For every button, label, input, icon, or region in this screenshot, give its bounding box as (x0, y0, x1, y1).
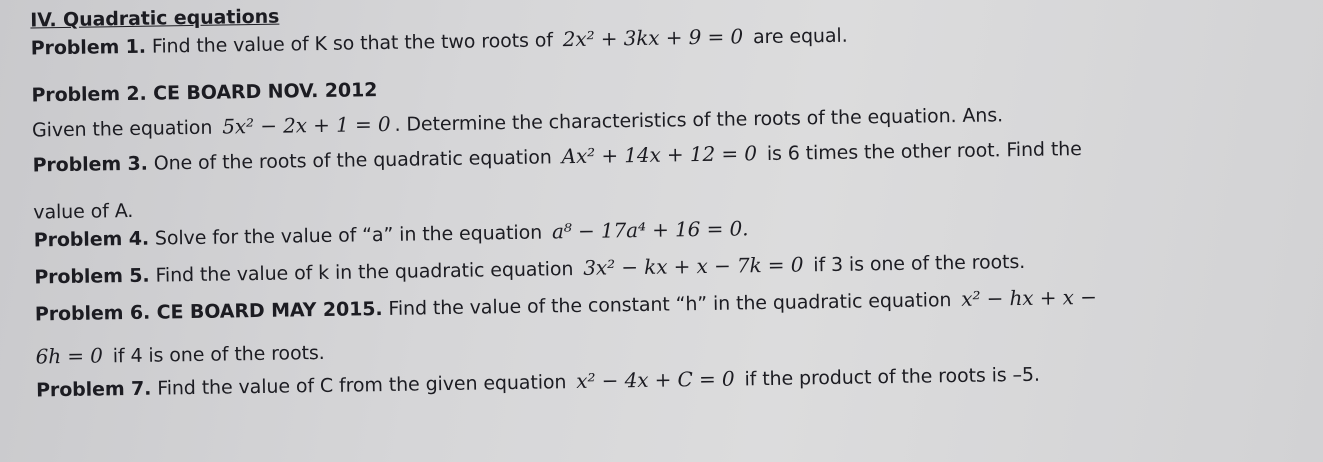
problem-6-equation-end: 6h = 0 (35, 343, 103, 369)
problem-7-label: Problem 7. (35, 377, 152, 402)
problem-6-continuation (35, 340, 324, 369)
problem-6-label: Problem 6. CE BOARD MAY 2015. (34, 298, 383, 326)
problem-2-equation: 5x² − 2x + 1 = 0 (222, 111, 391, 139)
problem-3-continuation: value of A. (33, 199, 134, 224)
problem-4 (34, 216, 753, 251)
problem-5-text: Find the value of k in the quadratic equation (155, 258, 574, 287)
problem-7-text: Find the value of C from the given equation (157, 371, 567, 400)
problem-4-equation: a⁸ − 17a⁴ + 16 = 0. (551, 216, 749, 244)
problem-3-equation: Ax² + 14x + 12 = 0 (561, 141, 758, 169)
problem-6-text-end: if 4 is one of the roots. (112, 341, 325, 368)
problem-7-equation: x² − 4x + C = 0 (576, 366, 735, 393)
problem-1-text-end: are equal. (752, 24, 848, 49)
problem-4-text: Solve for the value of “a” in the equation (154, 221, 543, 250)
problem-4-label: Problem 4. (33, 227, 150, 252)
problem-2 (32, 102, 1003, 141)
problem-7 (36, 362, 1040, 402)
problem-5-equation: 3x² − kx + x − 7k = 0 (583, 252, 804, 280)
problem-3-text: One of the roots of the quadratic equation (153, 146, 552, 175)
problem-3 (32, 136, 1082, 176)
section-title: IV. Quadratic equations (30, 5, 280, 32)
problem-3-label: Problem 3. (32, 152, 148, 177)
problem-2-label: Problem 2. CE BOARD NOV. 2012 (31, 79, 378, 107)
problem-2-text-end: . Determine the characteristics of the roots of the equation. Ans. (394, 104, 1004, 136)
problem-5 (34, 249, 1025, 289)
problem-1-text: Find the value of K so that the two roots of (151, 29, 554, 58)
problem-6-equation: x² − hx + x − (961, 284, 1097, 311)
problem-6-text: Find the value of the constant “h” in the quadratic equation (388, 289, 952, 320)
problem-7-text-end: if the product of the roots is –5. (744, 363, 1041, 391)
problem-2-text: Given the equation (31, 116, 213, 142)
problem-6 (35, 285, 1101, 326)
problem-3-text-end: is 6 times the other root. Find the (766, 138, 1082, 165)
problem-1-equation: 2x² + 3kx + 9 = 0 (562, 24, 744, 52)
problem-5-label: Problem 5. (34, 264, 150, 289)
problem-1-label: Problem 1. (30, 35, 147, 60)
problem-5-text-end: if 3 is one of the roots. (813, 250, 1026, 277)
